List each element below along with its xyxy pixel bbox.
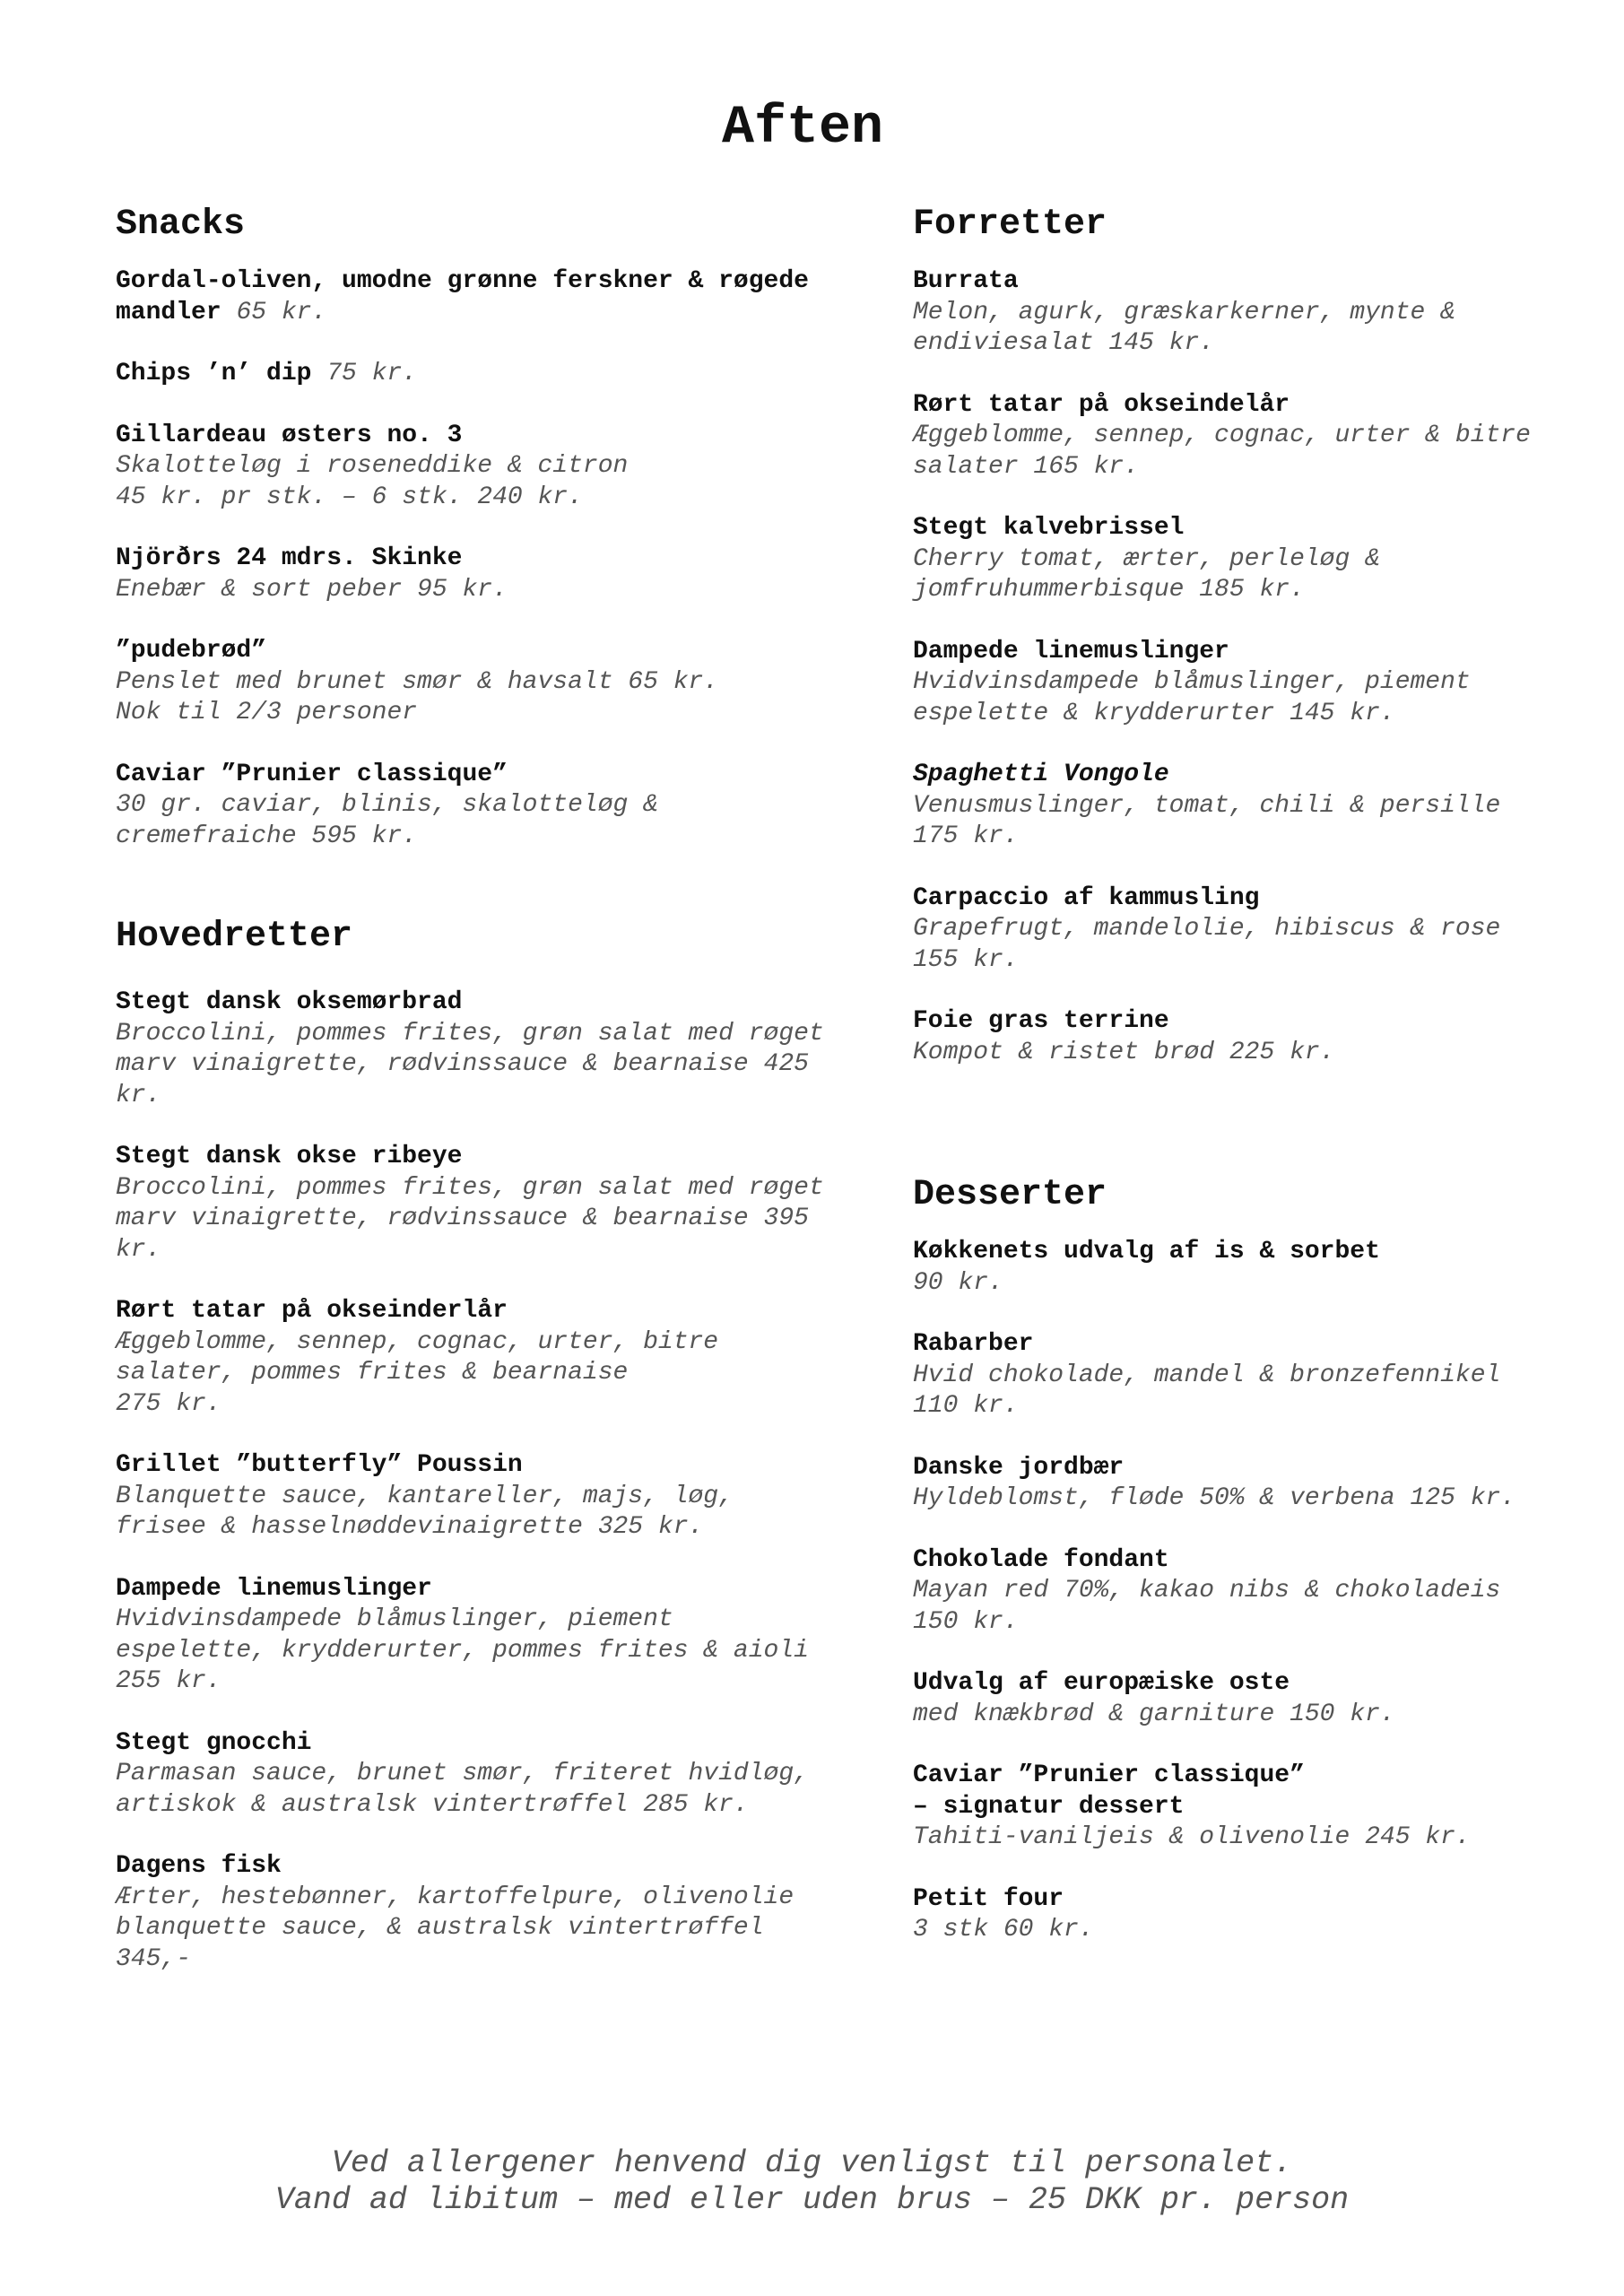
item-price: 75 kr. (326, 360, 418, 387)
item-price-line: 275 kr. (116, 1389, 221, 1418)
menu-item (116, 760, 824, 853)
item-name: Dampede linemuslinger (116, 1574, 432, 1603)
item-description: Broccolini, pommes frites, grøn salat med røget marv vinaigrette, rødvinssauce & bearnaise 425 kr. (116, 1019, 824, 1109)
item-description: Tahiti-vaniljeis & olivenolie 245 kr. (913, 1823, 1471, 1851)
item-name: Petit four (913, 1884, 1064, 1913)
snacks-section (116, 202, 824, 852)
menu-item (116, 359, 824, 390)
item-description: 90 kr. (913, 1268, 1003, 1297)
item-name: Grillet ”butterfly” Poussin (116, 1451, 523, 1479)
item-description: Mayan red 70%, kakao nibs & chokoladeis 150 kr. (913, 1577, 1501, 1636)
page-title: Aften (721, 98, 884, 159)
item-name: Chips ’n’ dip (116, 360, 312, 387)
menu-item (116, 1142, 824, 1265)
item-description: Hvid chokolade, mandel & bronzefennikel 110 kr. (913, 1361, 1501, 1420)
menu-item (913, 390, 1550, 483)
item-name: ”pudebrød” (116, 637, 267, 665)
hovedretter-section (116, 914, 824, 1975)
item-description: Parmasan sauce, brunet smør, friteret hvidløg, artiskok & australsk vintertrøffel 285 kr. (116, 1760, 809, 1819)
item-name: Carpaccio af kammusling (913, 883, 1260, 912)
forretter-section (913, 202, 1550, 1068)
menu-item (913, 1453, 1550, 1515)
item-note: Nok til 2/3 personer (116, 699, 418, 726)
item-description: Kompot & ristet brød 225 kr. (913, 1038, 1335, 1066)
footer-note (0, 2145, 1624, 2219)
menu-item (116, 266, 824, 328)
item-description: 30 gr. caviar, blinis, skalotteløg & cremefraiche 595 kr. (116, 791, 658, 850)
menu-item (116, 544, 824, 605)
item-name: Stegt gnocchi (116, 1728, 312, 1757)
item-description: Æggeblomme, sennep, cognac, urter, bitre salater, pommes frites & bearnaise (116, 1327, 719, 1387)
section-title-desserter: Desserter (913, 1175, 1107, 1215)
section-title-hovedretter: Hovedretter (116, 917, 353, 957)
item-name: Rabarber (913, 1330, 1034, 1358)
item-description: Venusmuslinger, tomat, chili & persille 175 kr. (913, 791, 1501, 850)
item-name: Udvalg af europæiske oste (913, 1669, 1290, 1697)
item-name: Rørt tatar på okseindelår (913, 390, 1290, 419)
item-description: Hvidvinsdampede blåmuslinger, piement espelette, krydderurter, pommes frites & aioli 255 kr. (116, 1605, 809, 1695)
item-description: Broccolini, pommes frites, grøn salat med røget marv vinaigrette, rødvinssauce & bearnaise 395 kr. (116, 1173, 824, 1264)
menu-item (116, 987, 824, 1111)
item-name: Stegt kalvebrissel (913, 514, 1185, 542)
menu-item (913, 760, 1550, 853)
menu-item (913, 1884, 1550, 1946)
desserter-section (913, 1172, 1550, 1946)
item-name: Foie gras terrine (913, 1007, 1169, 1035)
menu-item (116, 1851, 824, 1975)
right-column (913, 202, 1550, 1977)
menu-item (913, 1006, 1550, 1068)
item-name: Danske jordbær (913, 1453, 1125, 1482)
item-description: Æggeblomme, sennep, cognac, urter & bitre salater 165 kr. (913, 422, 1531, 481)
menu-item (913, 637, 1550, 730)
menu-item (913, 266, 1550, 360)
item-name: Stegt dansk okse ribeye (116, 1143, 463, 1170)
menu-item (116, 1296, 824, 1420)
menu-item (116, 1450, 824, 1544)
item-name: Burrata (913, 267, 1019, 295)
water-note: Vand ad libitum – med eller uden brus – 25 DKK pr. person (274, 2182, 1350, 2218)
menu-item (913, 513, 1550, 606)
item-name: Gordal-oliven, umodne grønne ferskner & røgede mandler (116, 267, 809, 326)
item-description: Ærter, hestebønner, kartoffelpure, olivenolie blanquette sauce, & australsk vintertrøffel 345,- (116, 1883, 795, 1973)
menu-item (116, 421, 824, 514)
item-description: Cherry tomat, ærter, perleløg & jomfruhummerbisque 185 kr. (913, 544, 1380, 604)
menu-item (913, 1761, 1550, 1854)
item-description: Hvidvinsdampede blåmuslinger, piement espelette & krydderurter 145 kr. (913, 668, 1471, 727)
menu-item (116, 1574, 824, 1698)
section-title-forretter: Forretter (913, 204, 1107, 245)
menu-item (913, 1668, 1550, 1730)
item-description: Blanquette sauce, kantareller, majs, løg, frisee & hasselnøddevinaigrette 325 kr. (116, 1482, 734, 1541)
item-description: Grapefrugt, mandelolie, hibiscus & rose 155 kr. (913, 915, 1501, 974)
item-name: Caviar ”Prunier classique” (913, 1761, 1305, 1789)
item-name: Chokolade fondant (913, 1545, 1169, 1574)
item-subtitle: – signatur dessert (913, 1792, 1185, 1821)
item-name: Køkkenets udvalg af is & sorbet (913, 1238, 1380, 1265)
menu-item (913, 1329, 1550, 1422)
item-description: Penslet med brunet smør & havsalt 65 kr. (116, 667, 719, 696)
item-description: med knækbrød & garniture 150 kr. (913, 1700, 1395, 1728)
item-name: Njörðrs 24 mdrs. Skinke (116, 544, 463, 572)
item-price-line: 45 kr. pr stk. – 6 stk. 240 kr. (116, 483, 583, 511)
section-title-snacks: Snacks (116, 204, 246, 245)
item-name: Dampede linemuslinger (913, 637, 1229, 665)
item-description: Hyldeblomst, fløde 50% & verbena 125 kr. (913, 1484, 1516, 1512)
left-column (116, 202, 824, 2005)
item-description: Melon, agurk, græskarkerner, mynte & endiviesalat 145 kr. (913, 298, 1455, 357)
allergen-note: Ved allergener henvend dig venligst til personalet. (331, 2145, 1293, 2181)
item-name: Gillardeau østers no. 3 (116, 421, 463, 449)
item-description: Enebær & sort peber 95 kr. (116, 575, 508, 604)
item-price: 65 kr. (236, 298, 327, 326)
item-name: Caviar ”Prunier classique” (116, 760, 508, 788)
menu-item (116, 1728, 824, 1822)
item-name: Dagens fisk (116, 1852, 282, 1880)
menu-item (913, 1545, 1550, 1639)
menu-item (913, 1237, 1550, 1299)
menu-item (913, 883, 1550, 977)
item-description: Skalotteløg i roseneddike & citron (116, 452, 629, 480)
item-name: Spaghetti Vongole (913, 761, 1169, 788)
menu-item (116, 636, 824, 729)
item-name: Rørt tatar på okseinderlår (116, 1297, 508, 1325)
item-name: Stegt dansk oksemørbrad (116, 988, 463, 1016)
item-description: 3 stk 60 kr. (913, 1916, 1094, 1944)
